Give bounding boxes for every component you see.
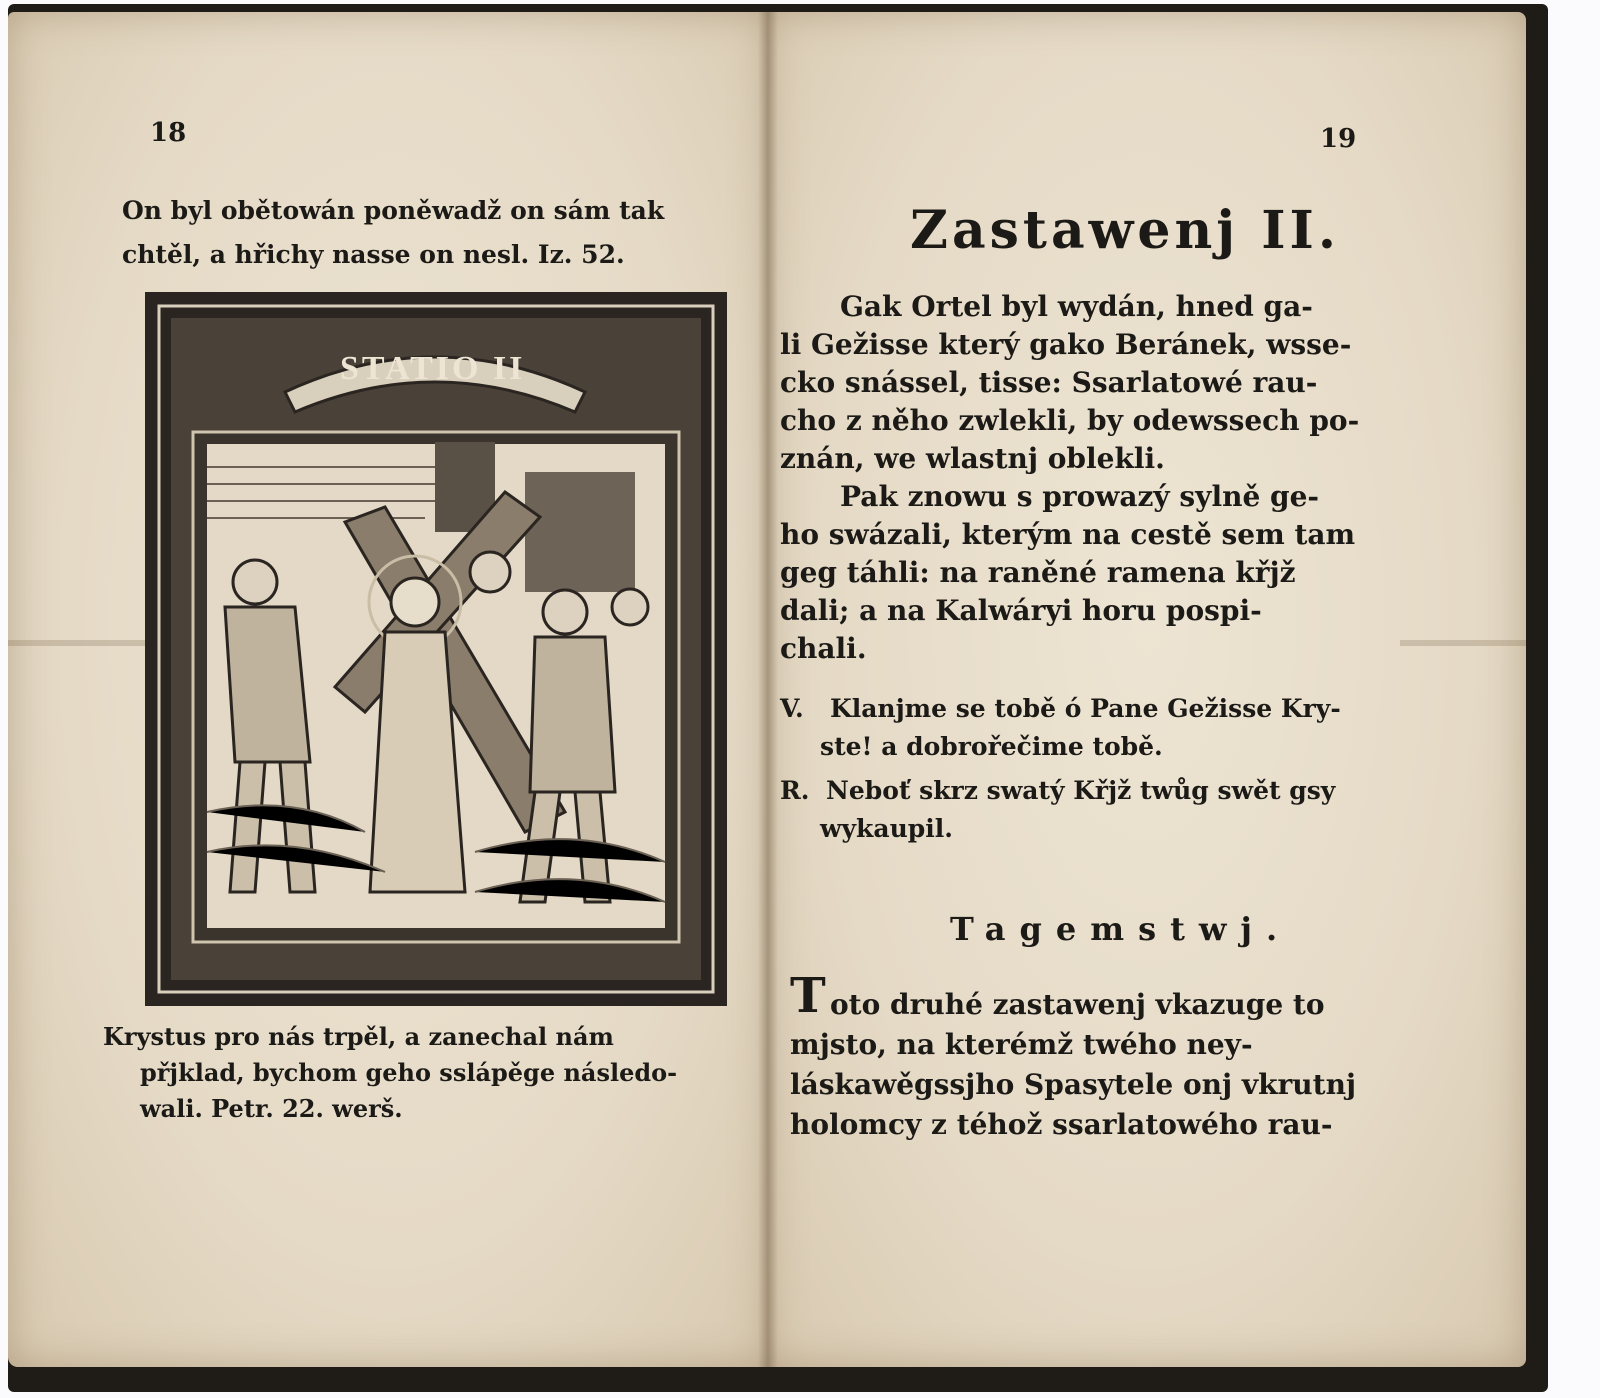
body-line: ho swázali, kterým na cestě sem tam (780, 518, 1356, 551)
body-line: cho z něho zwlekli, by odewssech po- (780, 404, 1360, 437)
engraving-banner-text: STATIO II (340, 350, 526, 387)
body-line: li Gežisse který gako Beránek, wsse- (780, 328, 1352, 361)
body-line: chali. (780, 632, 867, 665)
drop-cap-letter: T (790, 968, 826, 1024)
versicle-line: Klanjme se tobě ó Pane Gežisse Kry- (830, 694, 1341, 723)
page-heading: Zastawenj II. (910, 200, 1340, 261)
response-marker: R. (780, 776, 810, 805)
mystery-line: oto druhé zastawenj vkazuge to (830, 988, 1325, 1021)
response-line: wykaupil. (820, 814, 953, 843)
body-line: znán, we wlastnj oblekli. (780, 442, 1165, 475)
section-subheading: Tagemstwj. (950, 910, 1292, 948)
caption-line: Krystus pro nás trpěl, a zanechal nám (103, 1022, 614, 1051)
mystery-line: mjsto, na kterémž twého ney- (790, 1028, 1253, 1061)
versicle-line: ste! a dobrořečime tobě. (820, 732, 1163, 761)
caption-line: přjklad, bychom geho sslápěge následo- (140, 1058, 678, 1087)
page-number-left: 18 (150, 118, 187, 148)
motto-line: chtěl, a hřichy nasse on nesl. Iz. 52. (122, 240, 625, 269)
caption-line: wali. Petr. 22. werš. (140, 1094, 403, 1123)
body-line: Gak Ortel byl wydán, hned ga- (840, 290, 1313, 323)
body-line: Pak znowu s prowazý sylně ge- (840, 480, 1320, 513)
body-line: geg táhli: na raněné ramena křjž (780, 556, 1296, 589)
body-line: cko snássel, tisse: Ssarlatowé rau- (780, 366, 1318, 399)
page-number-right: 19 (1320, 124, 1357, 154)
response-line: Neboť skrz swatý Křjž twůg swět gsy (826, 776, 1336, 805)
page-fold (1400, 640, 1526, 646)
book-gutter (758, 12, 778, 1367)
engraving-picture (145, 292, 727, 1006)
woodcut-engraving (145, 292, 727, 1006)
motto-line: On byl obětowán poněwadž on sám tak (122, 196, 665, 225)
page-fold (8, 640, 158, 646)
body-line: dali; a na Kalwáryi horu pospi- (780, 594, 1262, 627)
mystery-drop-cap (790, 968, 826, 1024)
versicle-marker: V. (780, 694, 804, 723)
mystery-line: láskawěgssjho Spasytele onj vkrutnj (790, 1068, 1357, 1101)
mystery-line: holomcy z téhož ssarlatowého rau- (790, 1108, 1333, 1141)
